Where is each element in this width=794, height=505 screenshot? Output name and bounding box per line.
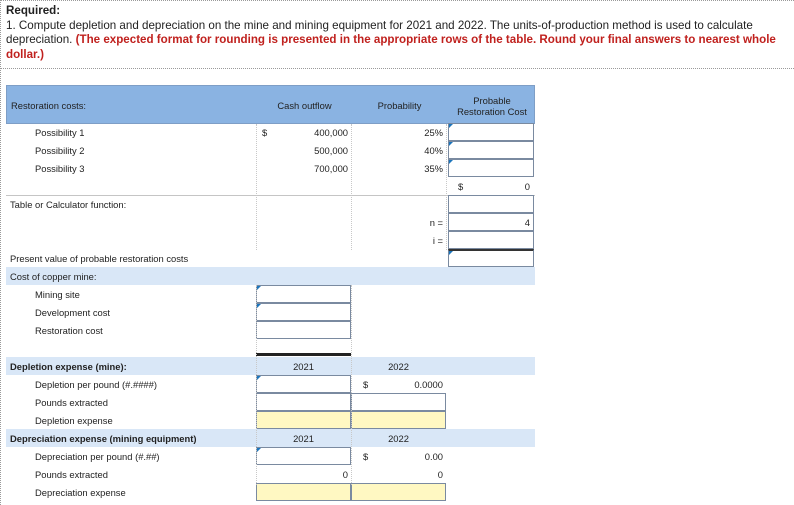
section-title: Depreciation expense (mining equipment) [10,432,197,444]
worksheet-table [6,85,535,503]
table-row [6,177,535,195]
cash-outflow-value: 500,000 [314,144,348,156]
probable-cost-input-2[interactable] [448,141,534,159]
depreciation-expense-2021-input[interactable] [256,483,351,501]
table-row [6,213,535,231]
input-marker [257,376,261,380]
table-row [6,357,535,375]
required-title: Required: [6,4,61,17]
restoration-cost-input[interactable] [256,321,351,339]
table-row [6,267,535,285]
i-input[interactable] [448,231,534,249]
currency-symbol: $ [363,450,369,462]
currency-symbol: $ [262,126,268,138]
present-value-input[interactable] [448,249,534,267]
possibility-label: Possibility 1 [35,126,85,138]
cash-outflow-value: 400,000 [314,126,348,138]
pounds-2022-value: 0 [437,468,443,480]
probable-cost-input-1[interactable] [448,123,534,141]
year-header: 2022 [388,360,409,372]
column-divider [256,285,257,485]
input-marker [449,142,453,146]
row-label: Depletion per pound (#.####) [35,378,157,390]
row-label: Pounds extracted [35,396,108,408]
divider [0,68,794,69]
depreciation-per-pound-2021-input[interactable] [256,447,351,465]
table-row [6,231,535,249]
table-row [6,141,535,159]
row-label: Depreciation per pound (#.##) [35,450,160,462]
input-marker [449,124,453,128]
input-marker [257,304,261,308]
total-underline [256,353,351,356]
possibility-label: Possibility 3 [35,162,85,174]
table-row [6,159,535,177]
input-marker [449,160,453,164]
required-text-plain: 1. Compute depletion and depreciation on the mine and mining equipment for 2021 and 2022. The units-of-production method is used to calculate depreciation. [6,18,753,46]
header-restoration-costs: Restoration costs: [11,100,87,111]
depletion-expense-2021-input[interactable] [256,411,351,429]
input-marker [257,286,261,290]
year-header: 2022 [388,432,409,444]
probability-value: 40% [424,144,443,156]
year-header: 2021 [293,360,314,372]
depletion-expense-2022-input[interactable] [351,411,446,429]
present-value-label: Present value of probable restoration costs [10,252,189,264]
table-header [6,85,535,124]
possibility-label: Possibility 2 [35,144,85,156]
table-row [6,195,535,213]
probability-value: 25% [424,126,443,138]
instructions [6,4,786,62]
table-row [6,375,535,393]
section-title: Cost of copper mine: [10,270,97,282]
input-marker [257,448,261,452]
cost-item-label: Mining site [35,288,80,300]
table-row [6,483,535,501]
pounds-2021-value: 0 [342,468,348,480]
header-probability: Probability [377,100,422,111]
probable-cost-input-3[interactable] [448,159,534,177]
row-label: Pounds extracted [35,468,108,480]
table-row [6,303,535,321]
cost-item-label: Restoration cost [35,324,103,336]
depreciation-expense-2022-input[interactable] [351,483,446,501]
table-row [6,123,535,141]
table-calculator-label: Table or Calculator function: [10,198,127,210]
required-text [6,19,786,63]
row-label: Depreciation expense [35,486,126,498]
probability-value: 35% [424,162,443,174]
column-divider [351,285,352,485]
n-label: n = [429,216,443,228]
section-title: Depletion expense (mine): [10,360,127,372]
header-cash-outflow: Cash outflow [277,100,332,111]
currency-symbol: $ [363,378,369,390]
table-row [6,393,535,411]
cash-outflow-value: 700,000 [314,162,348,174]
depletion-per-pound-2022: 0.0000 [414,378,443,390]
table-row [6,447,535,465]
currency-symbol: $ [458,180,464,192]
i-label: i = [432,234,443,246]
table-row [6,321,535,339]
pounds-extracted-2022-input[interactable] [351,393,446,411]
depreciation-per-pound-2022: 0.00 [424,450,443,462]
year-header: 2021 [293,432,314,444]
mining-site-input[interactable] [256,285,351,303]
probable-cost-total: 0 [524,180,530,192]
required-text-red: (The expected format for rounding is presented in the appropriate rows of the table. Round your final answers to nearest whole dollar.) [6,33,776,61]
header-probable-restoration-cost: Probable Restoration Cost [457,94,527,117]
table-row [6,249,535,267]
row-label: Depletion expense [35,414,113,426]
table-row [6,285,535,303]
cost-item-label: Development cost [35,306,111,318]
pounds-extracted-2021-input[interactable] [256,393,351,411]
depletion-per-pound-2021-input[interactable] [256,375,351,393]
input-marker [449,251,453,255]
table-row [6,411,535,429]
table-row [6,465,535,483]
table-row [6,429,535,447]
table-calculator-select[interactable] [448,195,534,213]
development-cost-input[interactable] [256,303,351,321]
n-value: 4 [524,216,530,228]
